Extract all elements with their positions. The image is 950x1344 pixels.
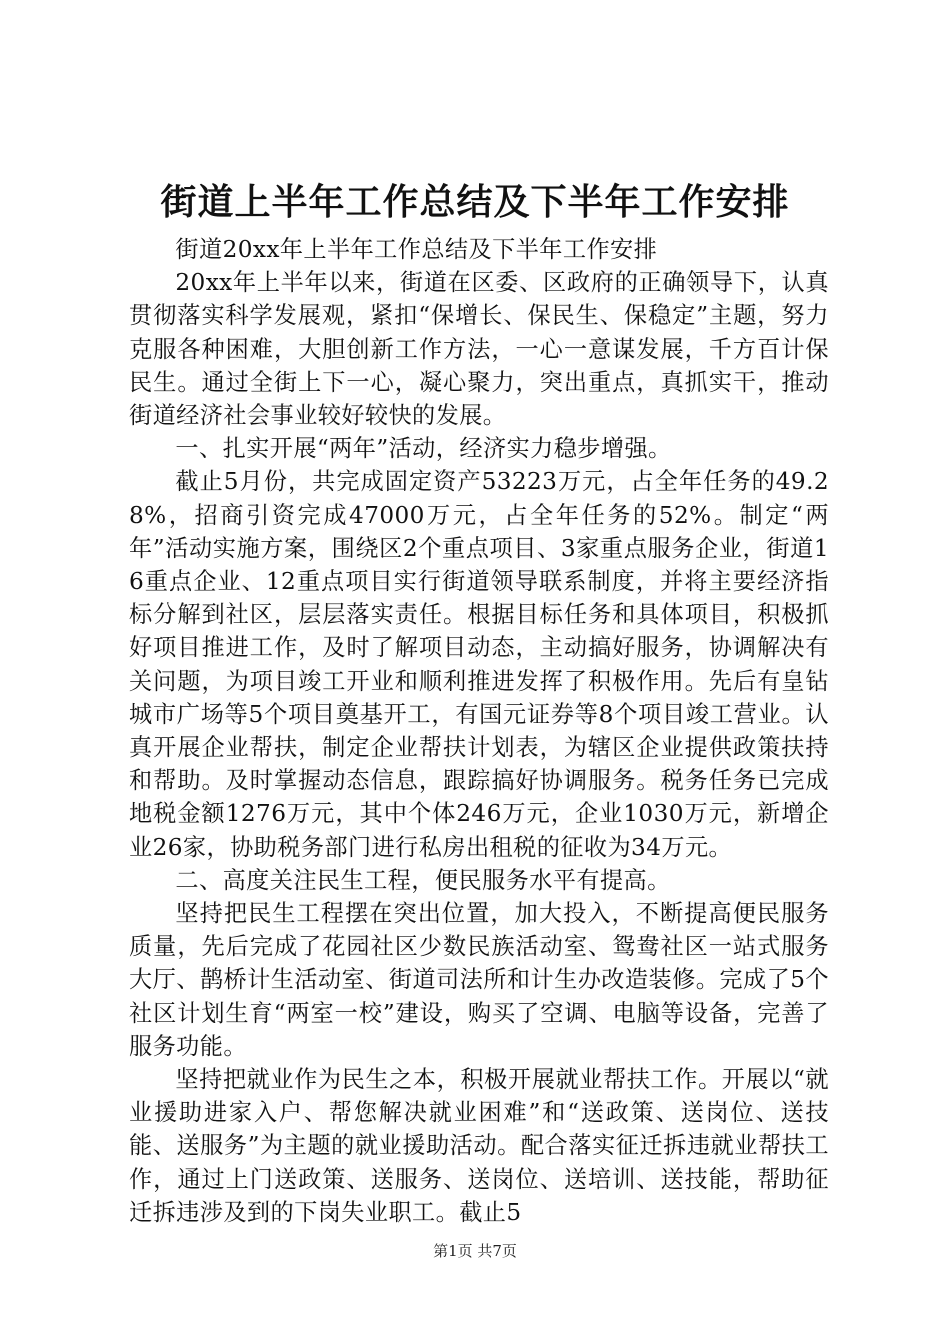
paragraph-intro: 20xx年上半年以来，街道在区委、区政府的正确领导下，认真贯彻落实科学发展观，紧扣“保增长、保民生、保稳定”主题，努力克服各种困难，大胆创新工作方法，一心一意谋发展，千方百计保民生。通过全街上下一心，凝心聚力，突出重点，真抓实干，推动街道经济社会事业较好较快的发展。 bbox=[129, 269, 829, 430]
paragraph-employment: 坚持把就业作为民生之本，积极开展就业帮扶工作。开展以“就业援助进家入户、帮您解决就业困难”和“送政策、送岗位、送技能、送服务”为主题的就业援助活动。配合落实征迁拆违就业帮扶工作，通过上门送政策、送服务、送岗位、送培训、送技能，帮助征迁拆违涉及到的下岗失业职工。截止5 bbox=[129, 1066, 829, 1226]
paragraph-economy: 截止5月份，共完成固定资产53223万元，占全年任务的49.28%，招商引资完成47000万元，占全年任务的52%。制定“两年”活动实施方案，围绕区2个重点项目、3家重点服务企业，街道16重点企业、12重点项目实行街道领导联系制度，并将主要经济指标分解到社区，层层落实责任。根据目标任务和具体项目，积极抓好项目推进工作，及时了解项目动态，主动搞好服务，协调解决有关问题，为项目竣工开业和顺利推进发挥了积极作用。先后有皇钻城市广场等5个项目奠基开工，有国元证券等8个项目竣工营业。认真开展企业帮扶，制定企业帮扶计划表，为辖区企业提供政策扶持和帮助。及时掌握动态信息，跟踪搞好协调服务。税务任务已完成地税金额1276万元，其中个体246万元，企业1030万元，新增企业26家，协助税务部门进行私房出租税的征收为34万元。 bbox=[129, 468, 829, 861]
document-body bbox=[129, 233, 829, 1229]
paragraph-livelihood: 坚持把民生工程摆在突出位置，加大投入，不断提高便民服务质量，先后完成了花园社区少数民族活动室、鸳鸯社区一站式服务大厅、鹊桥计生活动室、街道司法所和计生办改造装修。完成了5个社区计划生育“两室一校”建设，购买了空调、电脑等设备，完善了服务功能。 bbox=[129, 900, 829, 1060]
document-title: 街道上半年工作总结及下半年工作安排 bbox=[160, 181, 790, 223]
section-heading-1: 一、扎实开展“两年”活动，经济实力稳步增强。 bbox=[175, 435, 672, 463]
paragraph-subtitle: 街道20xx年上半年工作总结及下半年工作安排 bbox=[175, 236, 658, 263]
page-number: 第1页 共7页 bbox=[433, 1242, 517, 1260]
section-heading-2: 二、高度关注民生工程，便民服务水平有提高。 bbox=[175, 866, 671, 894]
